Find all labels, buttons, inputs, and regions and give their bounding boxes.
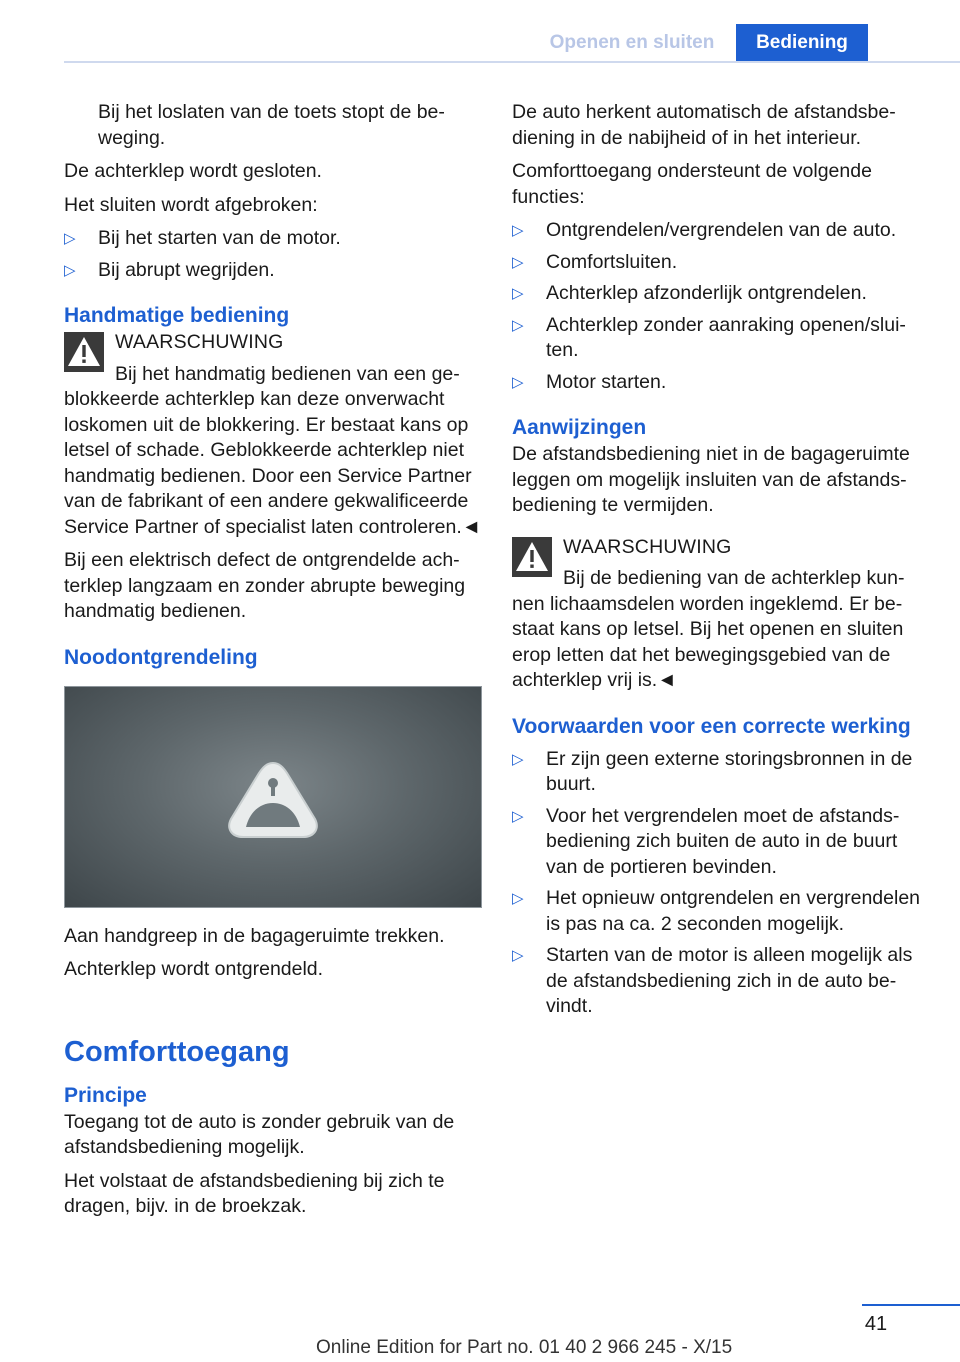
header-chapter-tab[interactable]: Bediening bbox=[736, 24, 868, 62]
principle-text-2: Het volstaat de afstandsbediening bij zich te dragen, bijv. in de broekzak. bbox=[64, 1169, 445, 1217]
triangle-bullet-icon: ▷ bbox=[512, 890, 524, 907]
triangle-bullet-icon: ▷ bbox=[64, 230, 76, 247]
header-section-tab[interactable]: Openen en sluiten bbox=[549, 32, 715, 53]
abort-intro: Het sluiten wordt afgebroken: bbox=[64, 193, 318, 216]
list-item: ▷ Bij abrupt wegrijden. bbox=[64, 258, 482, 284]
emergency-step-2: Achterklep wordt ontgrendeld. bbox=[64, 958, 324, 980]
triangle-bullet-icon: ▷ bbox=[512, 807, 524, 825]
triangle-bullet-icon: ▷ bbox=[512, 222, 524, 239]
footer-divider bbox=[862, 1304, 960, 1306]
list-item: ▷ Ontgrendelen/vergrendelen van de auto. bbox=[512, 218, 924, 244]
edition-footer: Online Edition for Part no. 01 40 2 966 245 - X/15 bbox=[316, 1337, 733, 1358]
comfort-heading: Comforttoegang bbox=[64, 1035, 290, 1068]
warning-title: WAARSCHUWING bbox=[563, 535, 732, 558]
right-column bbox=[512, 100, 924, 1028]
list-item: ▷ Achterklep zonder aanraking openen/sluiten. bbox=[512, 313, 906, 361]
functions-list bbox=[512, 218, 924, 395]
conditions-list bbox=[512, 747, 924, 1020]
warning-text: Bij het handmatig bedienen van een geblokkeerde achterklep kan deze onverwacht loskomen uit de blokkering. Er bestaat kans op letsel of schade. Geblokkeerde achterklep niet handmatig bedienen. Door een Service Partner van de fabrikant of een andere gekwalificeerde Service Partner of specialist laten controleren.◄ bbox=[64, 362, 482, 538]
list-item: ▷ Starten van de motor is alleen mogelijk als de afstandsbediening zich in de auto bevindt. bbox=[512, 944, 913, 1017]
emergency-release-image bbox=[64, 686, 482, 908]
triangle-bullet-icon: ▷ bbox=[512, 253, 524, 271]
list-item: ▷ Motor starten. bbox=[512, 370, 924, 396]
page-number: 41 bbox=[864, 1313, 888, 1335]
triangle-bullet-icon: ▷ bbox=[64, 261, 76, 279]
list-item: ▷ Achterklep afzonderlijk ontgrendelen. bbox=[512, 281, 924, 307]
closed-text: De achterklep wordt gesloten. bbox=[64, 160, 322, 182]
principle-text-1: Toegang tot de auto is zonder gebruik van de afstandsbediening mogelijk. bbox=[64, 1110, 455, 1158]
principle-heading: Principe bbox=[64, 1083, 147, 1107]
emergency-step-1: Aan handgreep in de bagageruimte trekken. bbox=[64, 924, 445, 947]
abort-list bbox=[64, 226, 482, 283]
warning-text: Bij de bediening van de achterklep kunnen lichaamsdelen worden ingeklemd. Er bestaat kans op letsel. Bij het openen en sluiten erop letten dat het bewegingsgebied van de achterklep vrij is.◄ bbox=[512, 567, 905, 691]
manual-warning bbox=[64, 330, 482, 540]
manual-heading: Handmatige bediening bbox=[64, 304, 290, 327]
list-item: ▷ Comfortsluiten. bbox=[512, 250, 924, 276]
left-column bbox=[64, 100, 482, 1228]
notes-warning bbox=[512, 535, 924, 694]
warning-icon bbox=[512, 537, 552, 577]
triangle-bullet-icon: ▷ bbox=[512, 316, 524, 334]
list-item: ▷ Bij het starten van de motor. bbox=[64, 226, 482, 252]
warning-title: WAARSCHUWING bbox=[115, 331, 284, 353]
emergency-heading: Noodontgrendeling bbox=[64, 645, 258, 669]
notes-heading: Aanwijzingen bbox=[512, 416, 647, 439]
list-item: ▷ Voor het vergrendelen moet de afstandsbediening zich buiten de auto in de buurt van de portieren bevinden. bbox=[512, 804, 900, 878]
header-divider bbox=[64, 61, 960, 63]
warning-icon bbox=[64, 332, 104, 372]
manual-text: Bij een elektrisch defect de ontgrendelde achterklep langzaam en zonder abrupte beweging handmatig bedienen. bbox=[64, 549, 466, 622]
triangle-bullet-icon: ▷ bbox=[512, 373, 524, 391]
list-item: ▷ Het opnieuw ontgrendelen en vergrendelen is pas na ca. 2 seconden mogelijk. bbox=[512, 887, 921, 935]
functions-intro: Comforttoegang ondersteunt de volgende functies: bbox=[512, 160, 872, 208]
recognition-text: De auto herkent automatisch de afstandsbediening in de nabijheid of in het interieur. bbox=[512, 101, 896, 149]
conditions-heading: Voorwaarden voor een correcte werking bbox=[512, 714, 911, 738]
release-handle-icon bbox=[65, 687, 481, 907]
triangle-bullet-icon: ▷ bbox=[512, 750, 524, 768]
triangle-bullet-icon: ▷ bbox=[512, 285, 524, 302]
triangle-bullet-icon: ▷ bbox=[512, 947, 524, 964]
list-item: ▷ Er zijn geen externe storingsbronnen in de buurt. bbox=[512, 747, 913, 795]
intro-text: Bij het loslaten van de toets stopt de beweging. bbox=[98, 101, 445, 149]
notes-text: De afstandsbediening niet in de bagageruimte leggen om mogelijk insluiten van de afstandsbediening te vermijden. bbox=[512, 443, 910, 516]
